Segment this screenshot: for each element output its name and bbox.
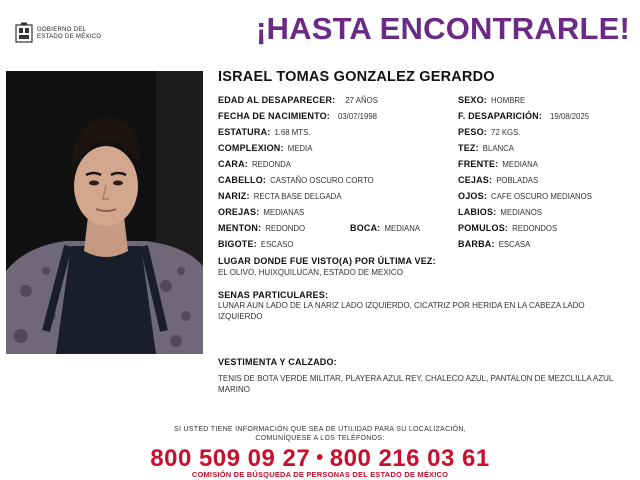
field-complexion: COMPLEXION: MEDIA bbox=[218, 143, 313, 153]
field-boca: BOCA: MEDIANA bbox=[350, 223, 421, 233]
particulares-value: LUNAR AUN LADO DE LA NARIZ LADO IZQUIERDO, CICATRIZ POR HERIDA EN LA CABEZA LADO IZQUIERDO bbox=[218, 301, 585, 321]
logo-line-2: ESTADO DE MÉXICO bbox=[37, 34, 102, 40]
field-peso: PESO: 72 KGS. bbox=[458, 127, 521, 137]
vestimenta-label: VESTIMENTA Y CALZADO: bbox=[218, 357, 337, 367]
field-nariz: NARIZ: RECTA BASE DELGADA bbox=[218, 191, 342, 201]
field-labios: LABIOS: MEDIANOS bbox=[458, 207, 542, 217]
field-barba: BARBA: ESCASA bbox=[458, 239, 531, 249]
field-sexo: SEXO: HOMBRE bbox=[458, 95, 526, 105]
field-cejas: CEJAS: POBLADAS bbox=[458, 175, 539, 185]
field-cabello: CABELLO: CASTAÑO OSCURO CORTO bbox=[218, 175, 374, 185]
field-nacimiento: FECHA DE NACIMIENTO: 03/07/1998 bbox=[218, 111, 378, 121]
last-seen-value: EL OLIVO, HUIXQUILUCAN, ESTADO DE MEXICO bbox=[218, 268, 403, 277]
footer-commission: COMISIÓN DE BÚSQUEDA DE PERSONAS DEL ESTADO DE MÉXICO bbox=[191, 470, 449, 479]
particulares-label: SENAS PARTICULARES: bbox=[218, 290, 329, 300]
field-ojos: OJOS: CAFE OSCURO MEDIANOS bbox=[458, 191, 592, 201]
state-seal-icon bbox=[14, 22, 34, 44]
field-bigote: BIGOTE: ESCASO bbox=[218, 239, 294, 249]
field-tez: TEZ: BLANCA bbox=[458, 143, 514, 153]
contact-line-2: COMUNÍQUESE A LOS TELÉFONOS: bbox=[255, 435, 385, 442]
phone-numbers bbox=[0, 445, 640, 473]
field-frente: FRENTE: MEDIANA bbox=[458, 159, 538, 169]
phone-separator: • bbox=[316, 447, 324, 469]
field-menton: MENTON: REDONDO bbox=[218, 223, 306, 233]
field-orejas: OREJAS: MEDIANAS bbox=[218, 207, 305, 217]
field-cara: CARA: REDONDA bbox=[218, 159, 291, 169]
phone-1[interactable]: 800 509 09 27 bbox=[150, 445, 311, 472]
phone-2[interactable]: 800 216 03 61 bbox=[329, 445, 490, 472]
last-seen-label: LUGAR DONDE FUE VISTO(A) POR ÚLTIMA VEZ: bbox=[218, 256, 436, 266]
missing-person-photo bbox=[6, 71, 203, 354]
field-estatura: ESTATURA: 1.68 MTS. bbox=[218, 127, 311, 137]
logo-line-1: GOBIERNO DEL bbox=[37, 27, 87, 33]
contact-line-1: SI USTED TIENE INFORMACIÓN QUE SEA DE UTILIDAD PARA SU LOCALIZACIÓN, bbox=[173, 426, 467, 433]
page-headline: ¡HASTA ENCONTRARLE! bbox=[256, 11, 631, 46]
field-pomulos: POMULOS: REDONDOS bbox=[458, 223, 558, 233]
field-edad: EDAD AL DESAPARECER: 27 AÑOS bbox=[218, 95, 378, 105]
field-desaparicion: F. DESAPARICIÓN: 19/08/2025 bbox=[458, 111, 590, 121]
vestimenta-value: TENIS DE BOTA VERDE MILITAR, PLAYERA AZUL REY, CHALECO AZUL, PANTALON DE MEZCLILLA AZUL MARINO bbox=[218, 374, 614, 394]
government-logo bbox=[14, 22, 114, 46]
person-name: ISRAEL TOMAS GONZALEZ GERARDO bbox=[218, 69, 495, 85]
